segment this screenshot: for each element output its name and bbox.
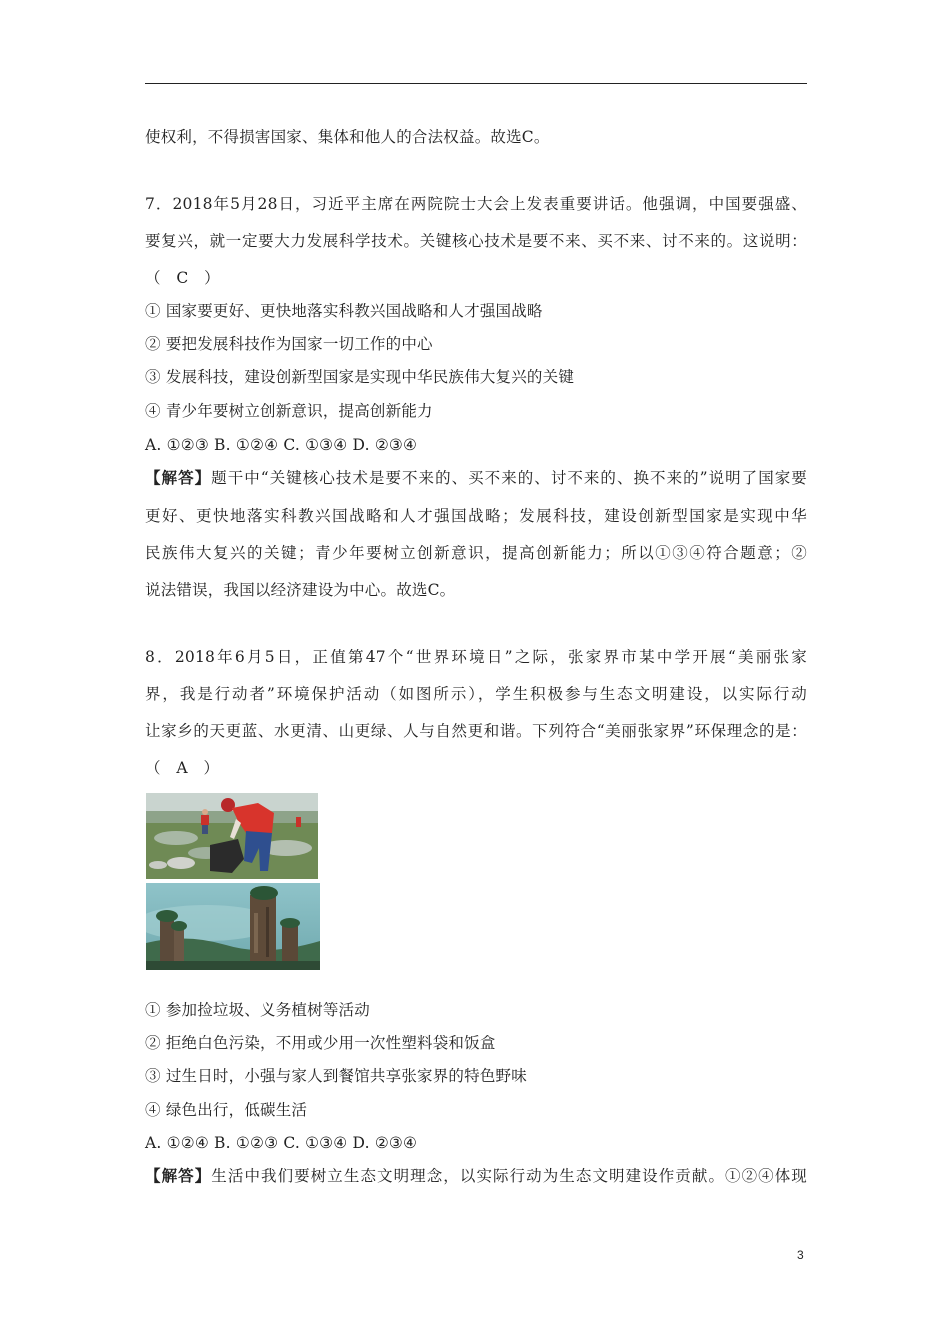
volunteer-cleanup-photo xyxy=(146,793,318,879)
q8-stem-line-2: 界，我是行动者”环境保护活动（如图所示），学生积极参与生态文明建设，以实际行动 xyxy=(145,685,807,703)
q7-answer-line-1 xyxy=(145,468,807,488)
q7-choices: A. ①②③ B. ①②④ C. ①③④ D. ②③④ xyxy=(145,436,418,454)
q7-answer-line-2: 更好、更快地落实科教兴国战略和人才强国战略；发展科技，建设创新型国家是实现中华 xyxy=(145,507,807,525)
zhangjiajie-landscape-photo xyxy=(146,883,320,970)
q8-option-1: ① 参加捡垃圾、义务植树等活动 xyxy=(145,1001,370,1019)
intro-line: 使权利，不得损害国家、集体和他人的合法权益。故选C。 xyxy=(145,128,550,146)
q7-stem-line-2: 要复兴，就一定要大力发展科学技术。关键核心技术是要不来、买不来、讨不来的。这说明： xyxy=(145,232,807,250)
q7-answer-text-1: 题干中“关键核心技术是要不来的、买不来的、讨不来的、换不来的”说明了国家要 xyxy=(211,469,807,487)
q8-choices: A. ①②④ B. ①②③ C. ①③④ D. ②③④ xyxy=(145,1134,418,1152)
page-number: 3 xyxy=(797,1248,804,1262)
q8-answer-line-1 xyxy=(145,1166,807,1186)
q7-answer-line-4: 说法错误，我国以经济建设为中心。故选C。 xyxy=(145,581,456,599)
q8-answer-label: 【解答】 xyxy=(145,1166,212,1185)
header-rule xyxy=(145,83,807,84)
q7-answer-line-3: 民族伟大复兴的关键；青少年要树立创新意识，提高创新能力；所以①③④符合题意；② xyxy=(145,544,807,562)
q7-stem-line-1: 7．2018年5月28日，习近平主席在两院院士大会上发表重要讲话。他强调，中国要强盛、 xyxy=(145,195,807,213)
q8-answer-text-1: 生活中我们要树立生态文明理念，以实际行动为生态文明建设作贡献。①②④体现 xyxy=(211,1167,807,1185)
q7-answer-bracket: （ C ） xyxy=(145,269,220,287)
q7-option-2: ② 要把发展科技作为国家一切工作的中心 xyxy=(145,335,433,353)
q7-option-4: ④ 青少年要树立创新意识，提高创新能力 xyxy=(145,402,433,420)
q7-answer-label: 【解答】 xyxy=(145,468,212,487)
q8-stem-line-3: 让家乡的天更蓝、水更清、山更绿、人与自然更和谐。下列符合“美丽张家界”环保理念的是： xyxy=(145,722,807,740)
q8-option-3: ③ 过生日时，小强与家人到餐馆共享张家界的特色野味 xyxy=(145,1067,527,1085)
q7-option-1: ① 国家要更好、更快地落实科教兴国战略和人才强国战略 xyxy=(145,302,543,320)
q8-answer-bracket: （ A ） xyxy=(145,759,220,777)
q8-option-2: ② 拒绝白色污染，不用或少用一次性塑料袋和饭盒 xyxy=(145,1034,496,1052)
q8-stem-line-1: 8．2018年6月5日，正值第47个“世界环境日”之际，张家界市某中学开展“美丽张家 xyxy=(145,648,807,666)
q7-option-3: ③ 发展科技，建设创新型国家是实现中华民族伟大复兴的关键 xyxy=(145,368,575,386)
q8-option-4: ④ 绿色出行，低碳生活 xyxy=(145,1101,308,1119)
